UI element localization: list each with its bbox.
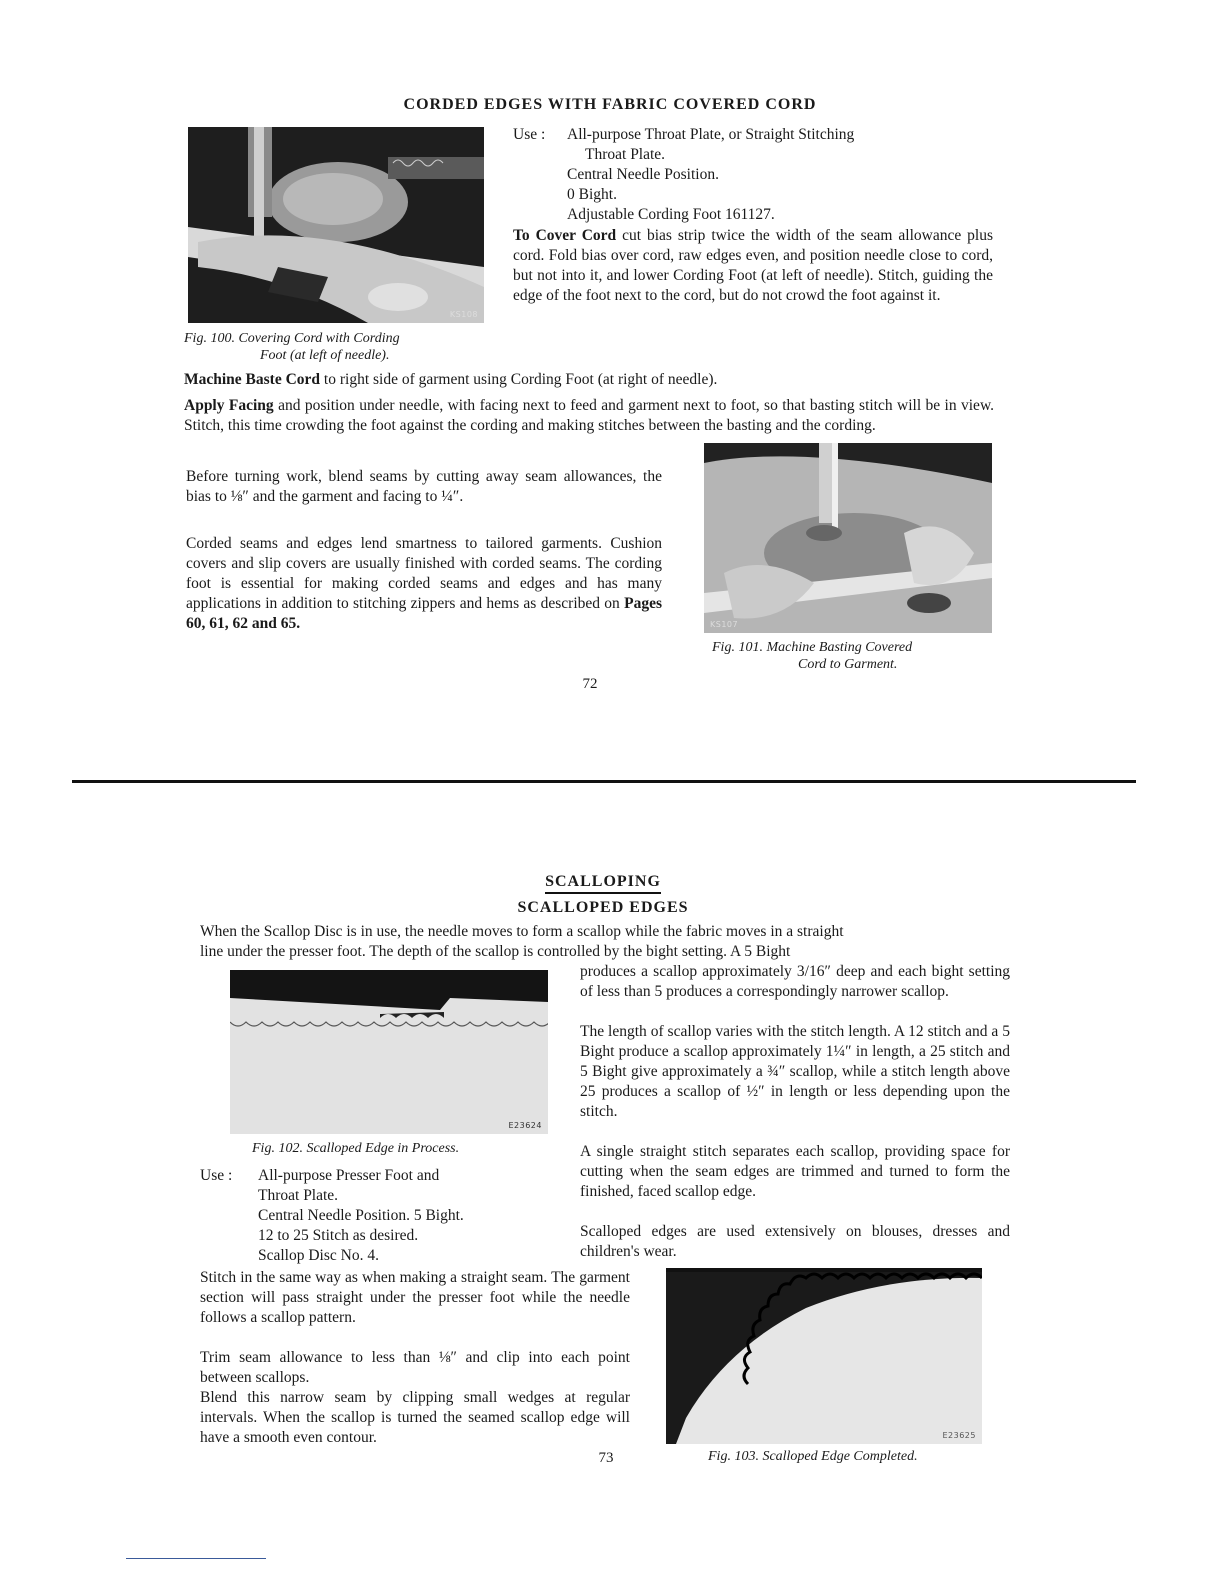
fig-100-caption (184, 330, 494, 364)
page-72-title: CORDED EDGES WITH FABRIC COVERED CORD (403, 96, 817, 113)
use-label-73: Use : (200, 1167, 233, 1184)
fig-103-code: E23625 (942, 1431, 976, 1440)
fig-102-caption: Fig. 102. Scalloped Edge in Process. (252, 1141, 460, 1156)
fig-103-photo (666, 1268, 982, 1444)
fig-100-code: KS108 (449, 310, 478, 319)
fig-100-caption-line1: Fig. 100. Covering Cord with Cording (184, 331, 400, 346)
blend-narrow-paragraph: Blend this narrow seam by clipping small wedges at regular intervals. When the scallop is turned the seamed scallop edge will have a smooth even contour. (200, 1389, 630, 1446)
stitch-paragraph: Stitch in the same way as when making a straight seam. The garment section will pass straight under the presser foot while the needle follows a scallop pattern. (200, 1269, 630, 1326)
use-label: Use : (513, 126, 546, 143)
scalloping-title: SCALLOPING (545, 873, 661, 894)
scallop-length-paragraph: The length of scallop varies with the stitch length. A 12 stitch and a 5 Bight produce a scallop approximately 1¼″ in length, a 25 stitch and 5 Bight give approximately a ¾″ scallop, while a stitch length above 25 produces a scallop of ½″ in length or less depending upon the stitch. (580, 1023, 1010, 1120)
page-73-use-block (200, 1166, 570, 1266)
scallop-single-stitch-paragraph: A single straight stitch separates each scallop, providing space for cutting when the seam edges are trimmed and turned to form the finished, faced scallop edge. (580, 1143, 1010, 1200)
apply-facing-text: and position under needle, with facing next to feed and garment next to foot, so that basting stitch will be in view. Stitch, this time crowding the foot against the cording and making stitches between the basting and the cording. (184, 397, 995, 434)
fig-101-code: KS107 (710, 620, 739, 629)
machine-baste-text: to right side of garment using Cording Foot (at right of needle). (323, 371, 718, 388)
use73-item-3: 12 to 25 Stitch as desired. (258, 1227, 419, 1244)
corded-seams-paragraph (186, 534, 662, 634)
apply-facing-paragraph (184, 396, 994, 436)
corded-seams-pages: Pages 60, 61, 62 and 65. (186, 595, 662, 632)
fig-100-photo (188, 127, 484, 323)
use-item-0: All-purpose Throat Plate, or Straight Stitching (567, 126, 855, 143)
fig-101-photo (704, 443, 992, 633)
fig-103-caption: Fig. 103. Scalloped Edge Completed. (708, 1449, 918, 1464)
page-number-72: 72 (582, 676, 598, 692)
use73-item-1: Throat Plate. (258, 1187, 339, 1204)
use73-item-0: All-purpose Presser Foot and (258, 1167, 440, 1184)
fig-102-photo (230, 970, 548, 1134)
scallop-uses-paragraph: Scalloped edges are used extensively on blouses, dresses and children's wear. (580, 1223, 1010, 1260)
page-72-use-block (513, 125, 993, 225)
cover-cord-heading: To Cover Cord (513, 227, 617, 244)
machine-baste-paragraph (184, 370, 994, 390)
use73-item-4: Scallop Disc No. 4. (258, 1247, 379, 1264)
fig-102-code: E23624 (508, 1121, 542, 1130)
trim-paragraph: Trim seam allowance to less than ⅛″ and clip into each point between scallops. (200, 1349, 630, 1386)
cover-cord-text: cut bias strip twice the width of the seam allowance plus cord. Fold bias over cord, raw edges even, and position needle close to cord, but not into it, and lower Cording Foot (at left of needle). Stitch, guiding the edge of the foot next to the cord, but do not crowd the foot against it. (513, 227, 993, 304)
use-item-2: Central Needle Position. (567, 166, 719, 183)
page-divider (72, 780, 1136, 783)
corded-seams-text: Corded seams and edges lend smartness to tailored garments. Cushion covers and slip covers are usually finished with corded seams. The cording foot is essential for making corded seams and edges and has many applications in addition to stitching zippers and hems as described on (186, 535, 662, 612)
cover-cord-paragraph (513, 226, 993, 306)
use-item-3: 0 Bight. (567, 186, 617, 203)
fig-101-caption-line2: Cord to Garment. (798, 657, 898, 672)
scallop-depth-paragraph: produces a scallop approximately 3/16″ deep and each bight setting of less than 5 produces a correspondingly narrower scallop. (580, 963, 1010, 1000)
use-item-1: Throat Plate. (585, 146, 666, 163)
footer-rule (126, 1558, 266, 1559)
fig-100-caption-line2: Foot (at left of needle). (260, 348, 390, 363)
fig-101-caption (712, 639, 1002, 673)
scallop-intro-line1: When the Scallop Disc is in use, the needle moves to form a scallop while the fabric moves in a straight (200, 923, 844, 940)
use-item-4: Adjustable Cording Foot 161127. (567, 206, 775, 223)
page-73-title (450, 873, 756, 891)
blend-seams-paragraph: Before turning work, blend seams by cutting away seam allowances, the bias to ⅛″ and the garment and facing to ¼″. (186, 468, 662, 505)
fig-101-caption-line1: Fig. 101. Machine Basting Covered (712, 640, 913, 655)
page-73-subtitle: SCALLOPED EDGES (517, 899, 689, 916)
machine-baste-heading: Machine Baste Cord (184, 371, 321, 388)
use73-item-2: Central Needle Position. 5 Bight. (258, 1207, 464, 1224)
apply-facing-heading: Apply Facing (184, 397, 274, 414)
page-number-73: 73 (598, 1450, 614, 1466)
scallop-intro-line2: line under the presser foot. The depth of the scallop is controlled by the bight setting. A 5 Bight (200, 943, 791, 960)
